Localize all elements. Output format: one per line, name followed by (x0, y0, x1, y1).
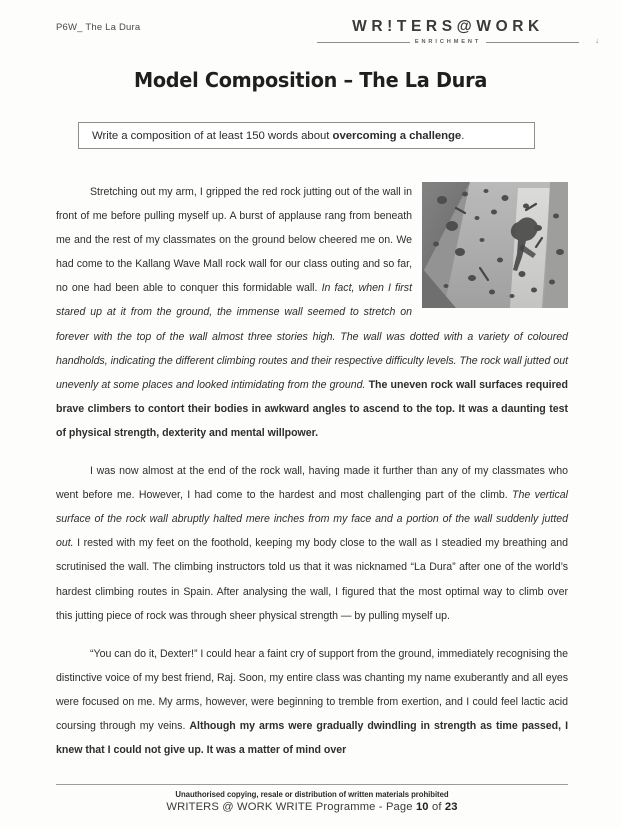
footer-programme-label: WRITERS @ WORK WRITE Programme - Page (166, 801, 416, 813)
document-footer (56, 784, 568, 813)
page-title: Model Composition – The La Dura (133, 68, 488, 92)
header-document-code: P6W_ The La Dura (56, 22, 141, 33)
paragraph-2 (56, 459, 568, 628)
footer-programme-line (56, 801, 568, 813)
paragraph-2-run-plain-a: I was now almost at the end of the rock wall, having made it further than any of my classmates who went before me. However, I had come to the hardest and most challenging part of the climb. (56, 465, 568, 502)
footer-page-separator: of (428, 801, 445, 813)
logo-rule-left (317, 42, 410, 43)
rock-climbing-wall-photo (422, 182, 568, 308)
paragraph-2-run-plain-b: I rested with my feet on the foothold, keeping my body close to the wall as I steadied my breathing and scrutinised the wall. The climbing instructors told us that it was nicknamed “La Dura” after one of the world’s hardest climbing routes in Spain. After analysing the wall, I figured that the most optimal way to climb over this jutting piece of rock was through sheer physical strength — by pulling myself up. (56, 537, 568, 622)
paragraph-3-run-plain: “You can do it, Dexter!” I could hear a faint cry of support from the ground, immediately recognising the distinctive voice of my best friend, Raj. Soon, my entire class was chanting my name exuberantly and all eyes were focused on me. My arms, however, were beginning to tremble from exertion, and I could feel lactic acid coursing through my veins. (56, 647, 569, 732)
document-header (0, 18, 621, 60)
footer-divider (56, 784, 568, 785)
logo-subtitle-row (317, 39, 579, 45)
paragraph-1-run-italic: In fact, when I first stared up at it from the ground, the immense wall seemed to stretch on forever with the top of the wall almost three stories high. The wall was dotted with a variety of coloured handholds, indicating the different climbing routes and their respective difficulty levels. The rock wall jutted out unevenly at some places and looked intimidating from the ground. (56, 282, 568, 391)
paragraph-3-run-bold: Although my arms were gradually dwindling in strength as time passed, I knew that I could not give up. It was a matter of mind over (56, 719, 568, 757)
writers-at-work-logo (317, 18, 579, 45)
footer-page-total: 23 (444, 801, 458, 813)
prompt-lead-text: Write a composition of at least 150 words about (92, 129, 333, 142)
footer-page-current: 10 (415, 801, 429, 813)
paragraph-1-run-plain: Stretching out my arm, I gripped the red rock jutting out of the wall in front of me before pulling myself up. A burst of applause rang from beneath me and the rest of my classmates on the ground below cheered me on. We had come to the Kallang Wave Mall rock wall for our class outing and so far, no one had been able to conquer this formidable wall. (56, 186, 412, 295)
prompt-trail-text: . (461, 129, 465, 142)
composition-prompt-box (78, 122, 535, 149)
paragraph-3 (56, 642, 568, 762)
logo-subtitle: ENRICHMENT (414, 39, 482, 45)
footer-copyright-notice: Unauthorised copying, resale or distribution of written materials prohibited (175, 790, 449, 799)
header-margin-mark-icon: ↓ (595, 36, 599, 45)
paragraph-2-run-italic: The vertical surface of the rock wall abruptly halted mere inches from my face and a portion of the wall suddenly jutted out. (56, 489, 568, 550)
logo-wordmark: WR!TERS@WORK (352, 18, 544, 35)
prompt-emphasis-text: overcoming a challenge (332, 129, 462, 142)
logo-rule-right (486, 42, 579, 43)
composition-prompt-text (92, 130, 464, 142)
composition-body (56, 180, 568, 762)
paragraph-1-run-bold: The uneven rock wall surfaces required brave climbers to contort their bodies in awkward angles to ascend to the top. It was a daunting test of physical strength, dexterity and mental willpower. (56, 378, 568, 439)
